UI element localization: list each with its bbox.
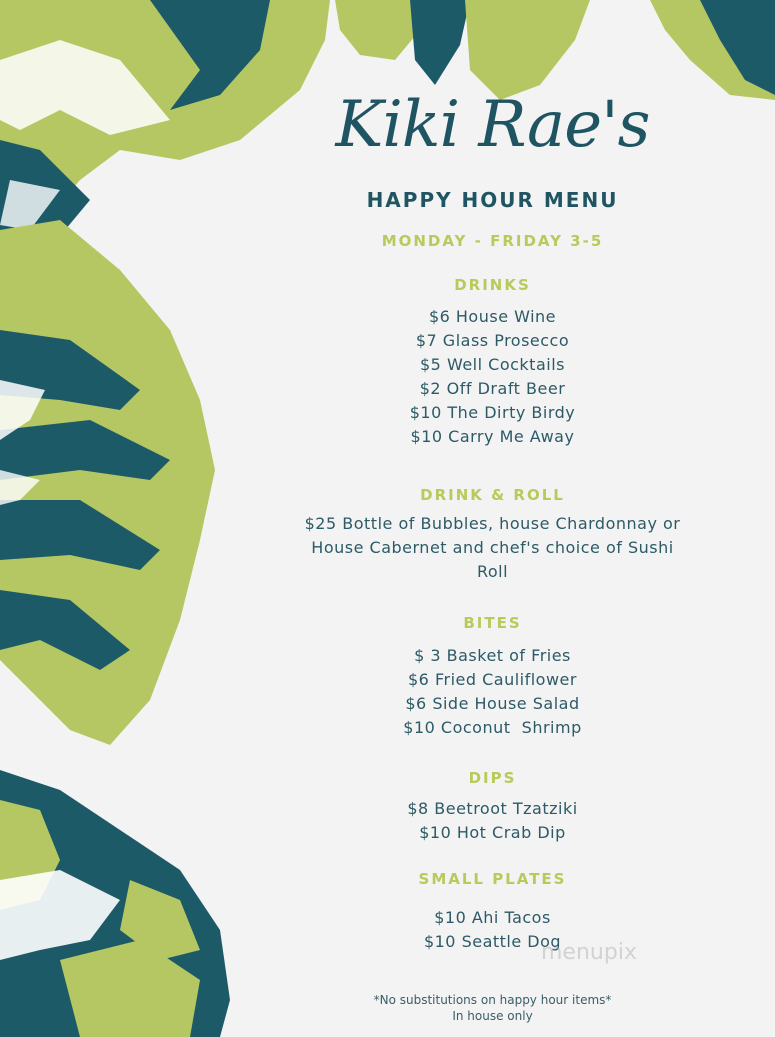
menu-title: HAPPY HOUR MENU <box>366 188 619 212</box>
section-title-bites: BITES <box>463 614 522 632</box>
list-item: $6 Fried Cauliflower <box>408 670 577 689</box>
dips-list <box>210 797 775 845</box>
description-line: $25 Bottle of Bubbles, house Chardonnay or <box>304 514 681 533</box>
footnote-line: In house only <box>452 1009 533 1023</box>
list-item: $10 Seattle Dog <box>423 932 562 951</box>
list-item: $ 3 Basket of Fries <box>414 646 571 665</box>
section-title-drink-roll: DRINK & ROLL <box>420 486 565 504</box>
list-item: $10 Ahi Tacos <box>434 908 551 927</box>
happy-hour-days: MONDAY - FRIDAY 3-5 <box>381 232 604 250</box>
footnote <box>210 992 775 1024</box>
list-item: $2 Off Draft Beer <box>419 379 566 398</box>
list-item: $5 Well Cocktails <box>420 355 565 374</box>
watermark: menupix <box>541 940 637 965</box>
list-item: $10 The Dirty Birdy <box>409 403 576 422</box>
list-item: $8 Beetroot Tzatziki <box>407 799 578 818</box>
menu-content <box>210 0 775 1037</box>
leaf-middle-left <box>0 220 215 745</box>
list-item: $6 Side House Salad <box>405 694 580 713</box>
section-title-drinks: DRINKS <box>454 276 531 294</box>
list-item: $10 Hot Crab Dip <box>419 823 566 842</box>
drink-roll-description <box>210 512 775 584</box>
list-item: $7 Glass Prosecco <box>415 331 570 350</box>
bites-list <box>210 644 775 740</box>
leaf-bottom-left <box>0 770 230 1037</box>
footnote-line: *No substitutions on happy hour items* <box>373 993 612 1007</box>
section-title-dips: DIPS <box>468 769 517 787</box>
drinks-list <box>210 305 775 449</box>
description-line: Roll <box>476 562 509 581</box>
list-item: $6 House Wine <box>428 307 557 326</box>
restaurant-logo: Kiki Rae's <box>335 88 650 162</box>
description-line: House Cabernet and chef's choice of Sushi <box>311 538 674 557</box>
list-item: $10 Carry Me Away <box>410 427 575 446</box>
section-title-small-plates: SMALL PLATES <box>418 870 567 888</box>
list-item: $10 Coconut Shrimp <box>403 718 582 737</box>
small-plates-list <box>210 906 775 954</box>
